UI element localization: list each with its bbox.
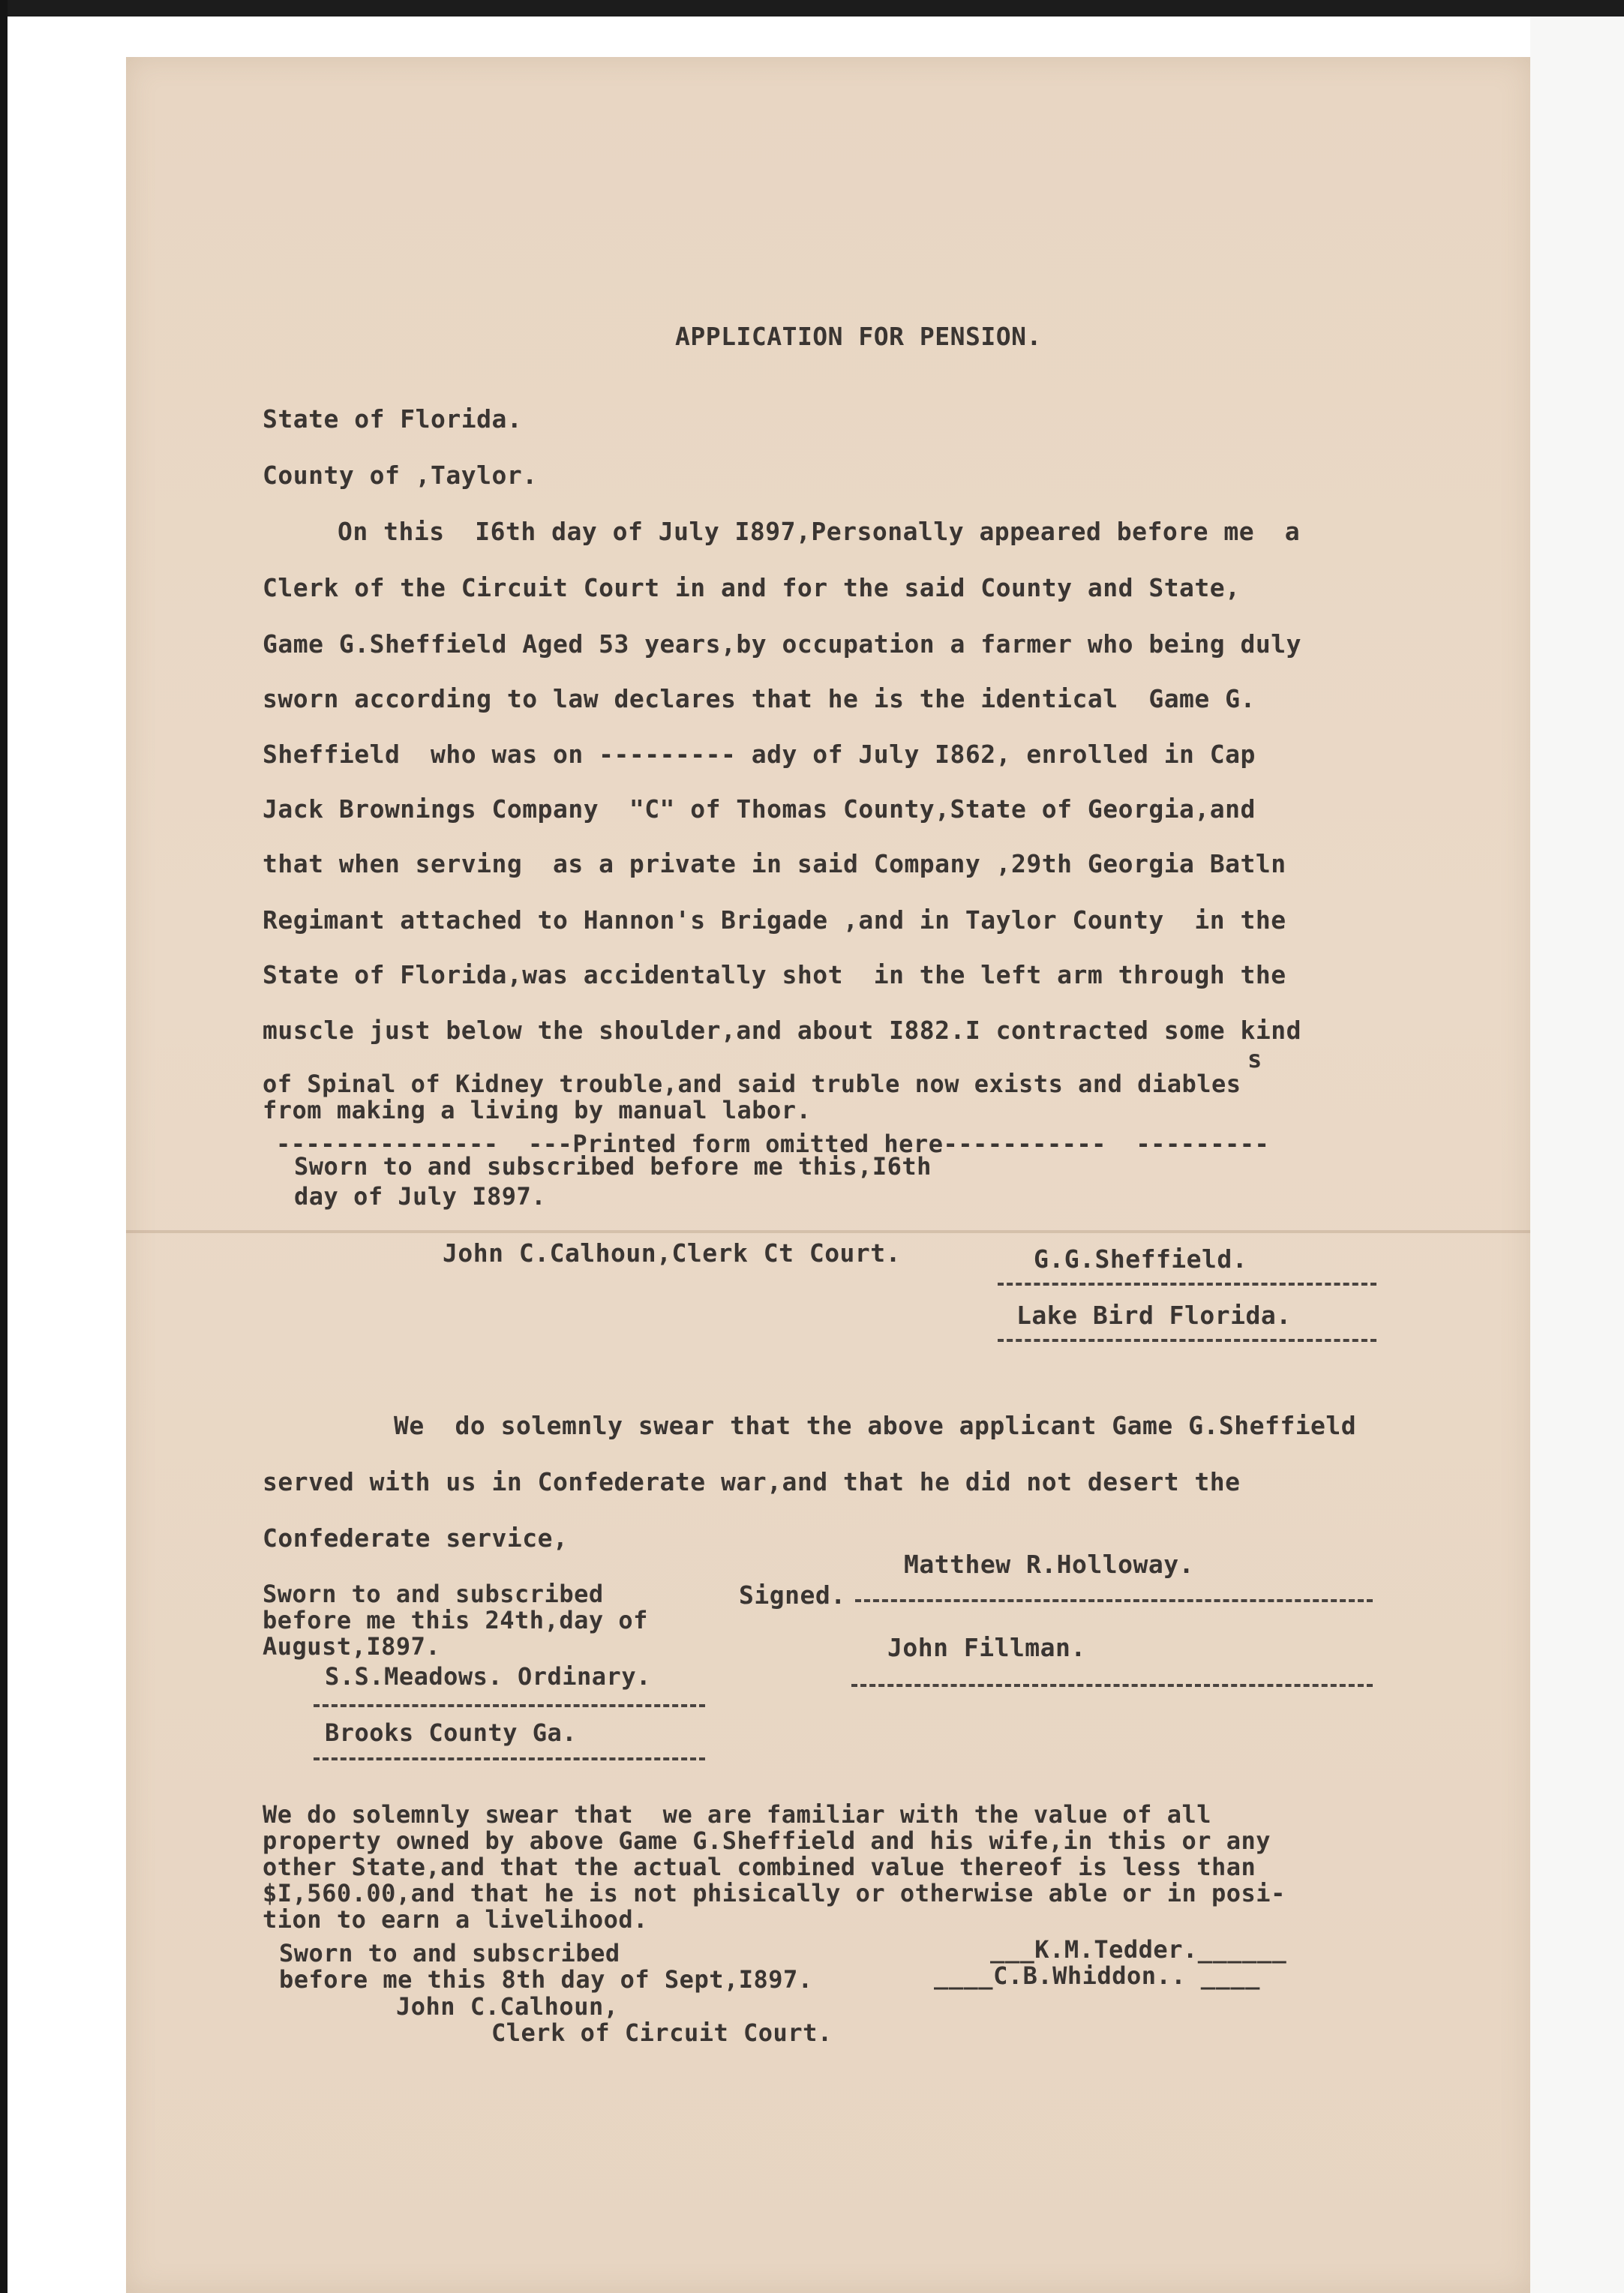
body-line: that when serving as a private in said Company ,29th Georgia Batln xyxy=(263,849,1286,878)
sworn-statement-3: Clerk of Circuit Court. xyxy=(491,2018,833,2047)
body-line: Clerk of the Circuit Court in and for the said County and State, xyxy=(263,573,1241,602)
property-statement: tion to earn a livelihood. xyxy=(263,1905,648,1934)
signature-line xyxy=(314,1704,705,1707)
scan-margin xyxy=(1530,17,1624,2293)
signed-label: Signed. xyxy=(739,1580,846,1610)
sworn-statement-2: Sworn to and subscribed xyxy=(263,1580,604,1608)
property-signer-1: ___K.M.Tedder.______ xyxy=(990,1935,1287,1964)
sworn-statement-3: before me this 8th day of Sept,I897. xyxy=(279,1965,813,1994)
property-statement: other State,and that the actual combined value thereof is less than xyxy=(263,1853,1256,1881)
left-edge xyxy=(0,0,8,2293)
body-line: On this I6th day of July I897,Personally appeared before me a xyxy=(338,517,1301,546)
witness-statement: served with us in Confederate war,and that he did not desert the xyxy=(263,1467,1241,1496)
sworn-statement-3: Sworn to and subscribed xyxy=(279,1939,620,1967)
property-statement: We do solemnly swear that we are familiar with the value of all xyxy=(263,1800,1211,1829)
omitted-note: --------------- ---Printed form omitted here----------- --------- xyxy=(276,1130,1270,1158)
signature-line xyxy=(998,1339,1376,1342)
witness-name-1: Matthew R.Holloway. xyxy=(904,1550,1194,1579)
county-seal-line: Brooks County Ga. xyxy=(325,1718,578,1747)
ordinary-signature: S.S.Meadows. Ordinary. xyxy=(325,1662,651,1691)
body-line: Jack Brownings Company "C" of Thomas County,State of Georgia,and xyxy=(263,794,1256,824)
body-line: State of Florida,was accidentally shot in the left arm through the xyxy=(263,960,1286,989)
sworn-statement-1: day of July I897. xyxy=(294,1182,547,1211)
property-statement: $I,560.00,and that he is not phisically or otherwise able or in posi- xyxy=(263,1879,1286,1907)
signature-line xyxy=(998,1283,1376,1286)
body-line: from making a living by manual labor. xyxy=(263,1096,812,1124)
body-line: Regimant attached to Hannon's Brigade ,and in Taylor County in the xyxy=(263,905,1286,935)
property-statement: property owned by above Game G.Sheffield and his wife,in this or any xyxy=(263,1826,1271,1855)
document-title: APPLICATION FOR PENSION. xyxy=(675,322,1042,351)
body-line: of Spinal of Kidney trouble,and said truble now exists and diables xyxy=(263,1070,1241,1098)
top-edge xyxy=(0,0,1624,17)
witness-name-2: John Fillman. xyxy=(887,1633,1086,1662)
body-line: Game G.Sheffield Aged 53 years,by occupation a farmer who being duly xyxy=(263,629,1302,659)
inserted-letter: s xyxy=(1247,1045,1262,1073)
property-signer-2: ____C.B.Whiddon.. ____ xyxy=(934,1961,1260,1990)
body-line: sworn according to law declares that he is the identical Game G. xyxy=(263,684,1256,713)
clerk-signature-1: John C.Calhoun,Clerk Ct Court. xyxy=(443,1238,902,1268)
witness-statement: Confederate service, xyxy=(263,1523,569,1553)
sworn-statement-2: before me this 24th,day of xyxy=(263,1606,648,1634)
witness-statement: We do solemnly swear that the above applicant Game G.Sheffield xyxy=(394,1411,1357,1440)
signature-line xyxy=(851,1684,1373,1687)
county-line: County of ,Taylor. xyxy=(263,461,538,490)
sworn-statement-1: Sworn to and subscribed before me this,I6th xyxy=(294,1152,932,1181)
body-line: muscle just below the shoulder,and about I882.I contracted some kind xyxy=(263,1016,1302,1045)
sworn-statement-2: August,I897. xyxy=(263,1632,441,1661)
state-line: State of Florida. xyxy=(263,404,523,434)
applicant-address: Lake Bird Florida. xyxy=(1016,1301,1292,1330)
paper-fold xyxy=(126,1230,1530,1233)
signature-line xyxy=(855,1599,1373,1602)
sworn-statement-3: John C.Calhoun, xyxy=(396,1992,619,2021)
body-line: Sheffield who was on --------- ady of July I862, enrolled in Cap xyxy=(263,740,1256,769)
applicant-signature: G.G.Sheffield. xyxy=(1034,1244,1248,1274)
signature-line xyxy=(314,1757,705,1760)
